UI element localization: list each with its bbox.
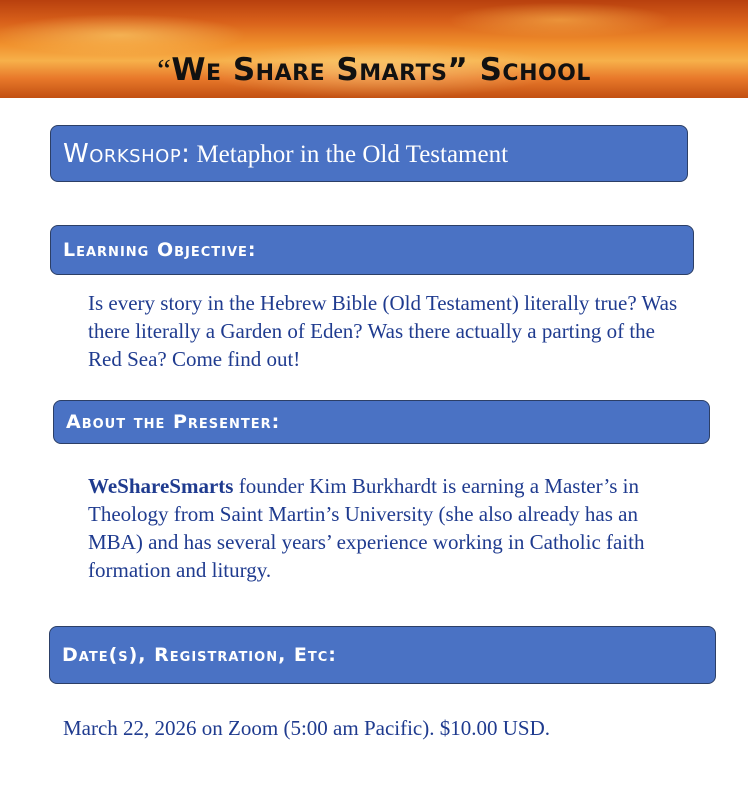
workshop-label: Workshop: <box>63 138 191 169</box>
school-title <box>0 52 748 88</box>
workshop-heading-box <box>50 125 688 182</box>
learning-objective-heading: Learning Objective: <box>63 239 257 261</box>
date-registration-box <box>49 626 716 684</box>
workshop-topic: Metaphor in the Old Testament <box>196 140 509 168</box>
header-banner <box>0 0 748 98</box>
workshop-heading <box>63 139 508 169</box>
presenter-heading: About the Presenter: <box>66 411 281 433</box>
school-title-open-quote: “ <box>157 52 172 87</box>
presenter-bio <box>88 472 688 584</box>
learning-objective-text: Is every story in the Hebrew Bible (Old Testament) literally true? Was there literally a Garden of Eden? Was there actually a parting of the Red Sea? Come find out! <box>88 291 678 371</box>
learning-objective-box <box>50 225 694 275</box>
date-registration-heading: Date(s), Registration, Etc: <box>62 644 337 666</box>
presenter-org-name: WeShareSmarts <box>88 474 234 498</box>
presenter-box <box>53 400 710 444</box>
school-title-text: We Share Smarts” School <box>171 52 591 88</box>
presenter-bio-text: founder Kim Burkhardt is earning a Master’s in Theology from Saint Martin’s University (she also already has an MBA) and has several years’ experience working in Catholic faith formation and liturgy. <box>88 474 645 582</box>
date-registration-text: March 22, 2026 on Zoom (5:00 am Pacific). $10.00 USD. <box>63 716 551 740</box>
